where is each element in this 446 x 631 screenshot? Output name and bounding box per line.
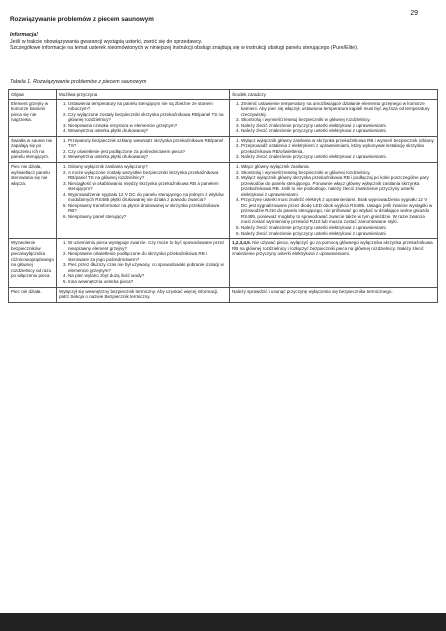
remedy-item: 4. Przyczynę usterki musi znaleźć elektryk z uprawnieniami. Brak wyprowadzenia sygnału 12 V DC jest sygnalizowane przez diodę LED obok wyjścia RS485. Uwaga: jeśli zwarcie wystąpiło w przewodzie RJ10 do panelu sterującego, nie próbować go wtykać w działające wolne gniazdo RS485, ponieważ mogłoby to spowodować zwarcie także w tym gnieździe. W razie zwarcia musi zostać wymieniony przewód RJ10 lub musza zostać zamontowane styki. xyxy=(241,197,435,225)
table-row xyxy=(9,287,438,302)
table-header-row xyxy=(9,90,438,100)
symptom-cell: Element grzejny w komorze kamieni pieca się nie nagrzewa. xyxy=(9,99,57,136)
cause-item: 2. A może wyłączone zostały wszystkie bezpieczniki skrzynka przekaźnikowa RB/panel TS na głównej rozdzielnicy? xyxy=(68,170,227,181)
cause-item: 1. Ustawienia temperatury na panelu sterującym nie są zbieżne ze stanem roboczym? xyxy=(68,101,227,112)
remedy-item: 1. Zmienić ustawienie temperatury na umożliwiające działanie elementu grzejnego w komorze kamieni. Aby piec się włączył, ustawiona temperatura kąpieli musi być wyższa od temperatury rzeczywistej. xyxy=(241,101,435,118)
info-title: Informacja! xyxy=(10,32,38,38)
remedy-item: 6. Należy zlecić znalezienie przyczyny usterki elektrykowi z uprawnieniami. xyxy=(241,231,435,237)
info-box xyxy=(10,32,435,52)
table-row xyxy=(9,136,438,162)
cause-item: 5. Inna wewnętrzna usterka pieca? xyxy=(68,279,227,285)
page-number: 29 xyxy=(410,10,418,17)
cause-item: 2. Czy oświetlenie jest podłączone za pośrednictwem pieca? xyxy=(68,149,227,155)
cause-item: 5. Niesprawny transformator na płytce drukowanej w skrzynka przekaźnikowa RB? xyxy=(68,203,227,214)
cause-item: 2. Czy wyłączone zostały bezpieczniki skrzynka przekaźnikowa RB/panel TS na głównej rozdzielnicy? xyxy=(68,112,227,123)
remedy-item: 4. Należy zlecić znalezienie przyczyny usterki elektrykowi z uprawnieniami. xyxy=(241,128,435,134)
table-caption: Tabela 1. Rozwiązywanie problemów z piecem saunowym xyxy=(10,79,147,85)
remedy-text: Nie używać pieca, wyłączyć go za pomocą głównego wyłącznika skrzynka przekaźnikowa RB na głównej rozdzielnicy i rozłączyć bezpieczniki pieca na głównej rozdzielnicy. Należy zlecić znalezienie przyczyny usterki elektrykowi z uprawnieniami. xyxy=(232,240,433,257)
info-line: Jeśli w trakcie obowiązywania gwarancji wystąpią usterki, zwróć się do sprzedawcy. xyxy=(10,38,203,45)
cause-item: 4. Wewnętrzna usterka płytki drukowanej? xyxy=(68,128,227,134)
cause-item: 3. Niesprawna czewka rezystora w elemencie grzejnym? xyxy=(68,123,227,129)
table-row xyxy=(9,239,438,287)
cause-cell xyxy=(57,136,230,162)
cause-item: 3. Piec przez dłuższy czas nie był używany, co spowodowało pobranie izolacji w elemencie grzejnym? xyxy=(68,262,227,273)
troubleshooting-table xyxy=(8,89,438,303)
cause-item: 1. W uziemieniu pieca występuje zwarcie. Czy może to być spowodowane przez niesprawny element grzejny? xyxy=(68,240,227,251)
cause-item: 3. Nieciągłość w okablowaniu między skrzynka przekaźnikowa RB a panelem sterującym? xyxy=(68,181,227,192)
info-line: Szczegółowe informacje na temat usterek nieomówionych w niniejszej instrukcji obsługi znajdują się w instrukcji obsługi panelu sterującego (Pure/Elite). xyxy=(10,45,359,52)
cause-item: 2. Niesprawne oświetlenie podłączone do skrzynka przekaźnikowa RB i sterowane za jego pośrednictwem? xyxy=(68,251,227,262)
page-footer-bar xyxy=(0,613,446,631)
cause-cell xyxy=(57,239,230,287)
remedy-item: 2. Skontroluj i wymień/zresetuj bezpieczniki w głównej rozdzielnicy. xyxy=(241,117,435,123)
cause-item: 3. Wewnętrzna usterka płytki drukowanej? xyxy=(68,154,227,160)
remedy-item: 2. Skontroluj i wymień/zresetuj bezpieczniki w głównej rozdzielnicy. xyxy=(241,170,435,176)
remedy-cell xyxy=(230,99,438,136)
column-header-remedy: Środek zaradczy xyxy=(230,90,438,100)
remedy-item: 3. Wyłącz wyłącznik główny skrzynka przekaźnikowa RB i podłączaj po kolei poszczególne pary przewodów do panelu sterującego. Ponownie włącz główny wyłącznik zasilania skrzynka przekaźnikowa RB. Jeśli to nie poskutkuje, należy zlecić znalezienie przyczyny usterki elektrykowi z uprawnieniami. xyxy=(241,175,435,197)
remedy-prefix: 1,2,3,4,5. xyxy=(232,240,251,246)
cause-cell: Wyłączył się wewnętrzny bezpiecznik termiczny. Aby uzyskać więcej informacji, patrz Sekcja o nazwie Bezpiecznik termiczny. xyxy=(57,287,230,302)
remedy-item: 2. Przeprowadź ustalenia z elektrykiem z uprawnieniami, który wykonywał instalację skrzynka przekaźnikowa RB/oświetlenia. xyxy=(241,143,435,154)
remedy-cell xyxy=(230,163,438,239)
remedy-item: 3. Należy zlecić znalezienie przyczyny usterki elektrykowi z uprawnieniami. xyxy=(241,123,435,129)
column-header-symptom: Objaw xyxy=(9,90,57,100)
cause-item: 1. Główny wyłącznik zasilania wyłączony? xyxy=(68,164,227,170)
cause-cell xyxy=(57,163,230,239)
remedy-cell xyxy=(230,239,438,287)
table-row xyxy=(9,99,438,136)
symptom-cell: Światła w saunie nie zapalają się po włączeniu ich na panelu sterującym. xyxy=(9,136,57,162)
remedy-cell: Należy sprawdzić i usunąć przyczynę wyłączenia się bezpiecznika termicznego. xyxy=(230,287,438,302)
remedy-item: 1. Wyłącz wyłącznik główny zasilania w skrzynka przekaźnikowa RB i wymień bezpiecznik szklany. xyxy=(241,138,435,144)
section-heading: Rozwiązywanie problemów z piecem saunowym xyxy=(10,16,154,23)
cause-cell xyxy=(57,99,230,136)
table-row xyxy=(9,163,438,239)
remedy-item: 3. Należy zlecić znalezienie przyczyny usterki elektrykowi z uprawnieniami. xyxy=(241,154,435,160)
cause-item: 4. Na piec wylano zbyt dużą ilość wody? xyxy=(68,273,227,279)
cause-item: 1. Przepalony bezpiecznik szklany wewnątrz skrzynka przekaźnikowa RB/panel TS? xyxy=(68,138,227,149)
remedy-item: 5. Należy zlecić znalezienie przyczyny usterki elektrykowi z uprawnieniami. xyxy=(241,225,435,231)
cause-item: 4. Wyprowadzenie sygnału 12 V DC do panelu sterującego na jednym z wtyków modularnych RS485 płytki drukowanej nie działa z powodu zwarcia? xyxy=(68,192,227,203)
symptom-cell: Piec nie działa. xyxy=(9,287,57,302)
remedy-cell xyxy=(230,136,438,162)
symptom-cell: Piec nie działa, wyświetlacz panelu sterowania się nie włącza. xyxy=(9,163,57,239)
remedy-item: 1. Włącz główny wyłącznik zasilania. xyxy=(241,164,435,170)
column-header-cause: Możliwa przyczyna xyxy=(57,90,230,100)
symptom-cell: Wyzwolenie bezpieczników pieca/wyłącznika różnicowoprądowego na głównej rozdzielnicy od razu po włączeniu pieca. xyxy=(9,239,57,287)
cause-item: 6. Niesprawny panel sterujący? xyxy=(68,214,227,220)
